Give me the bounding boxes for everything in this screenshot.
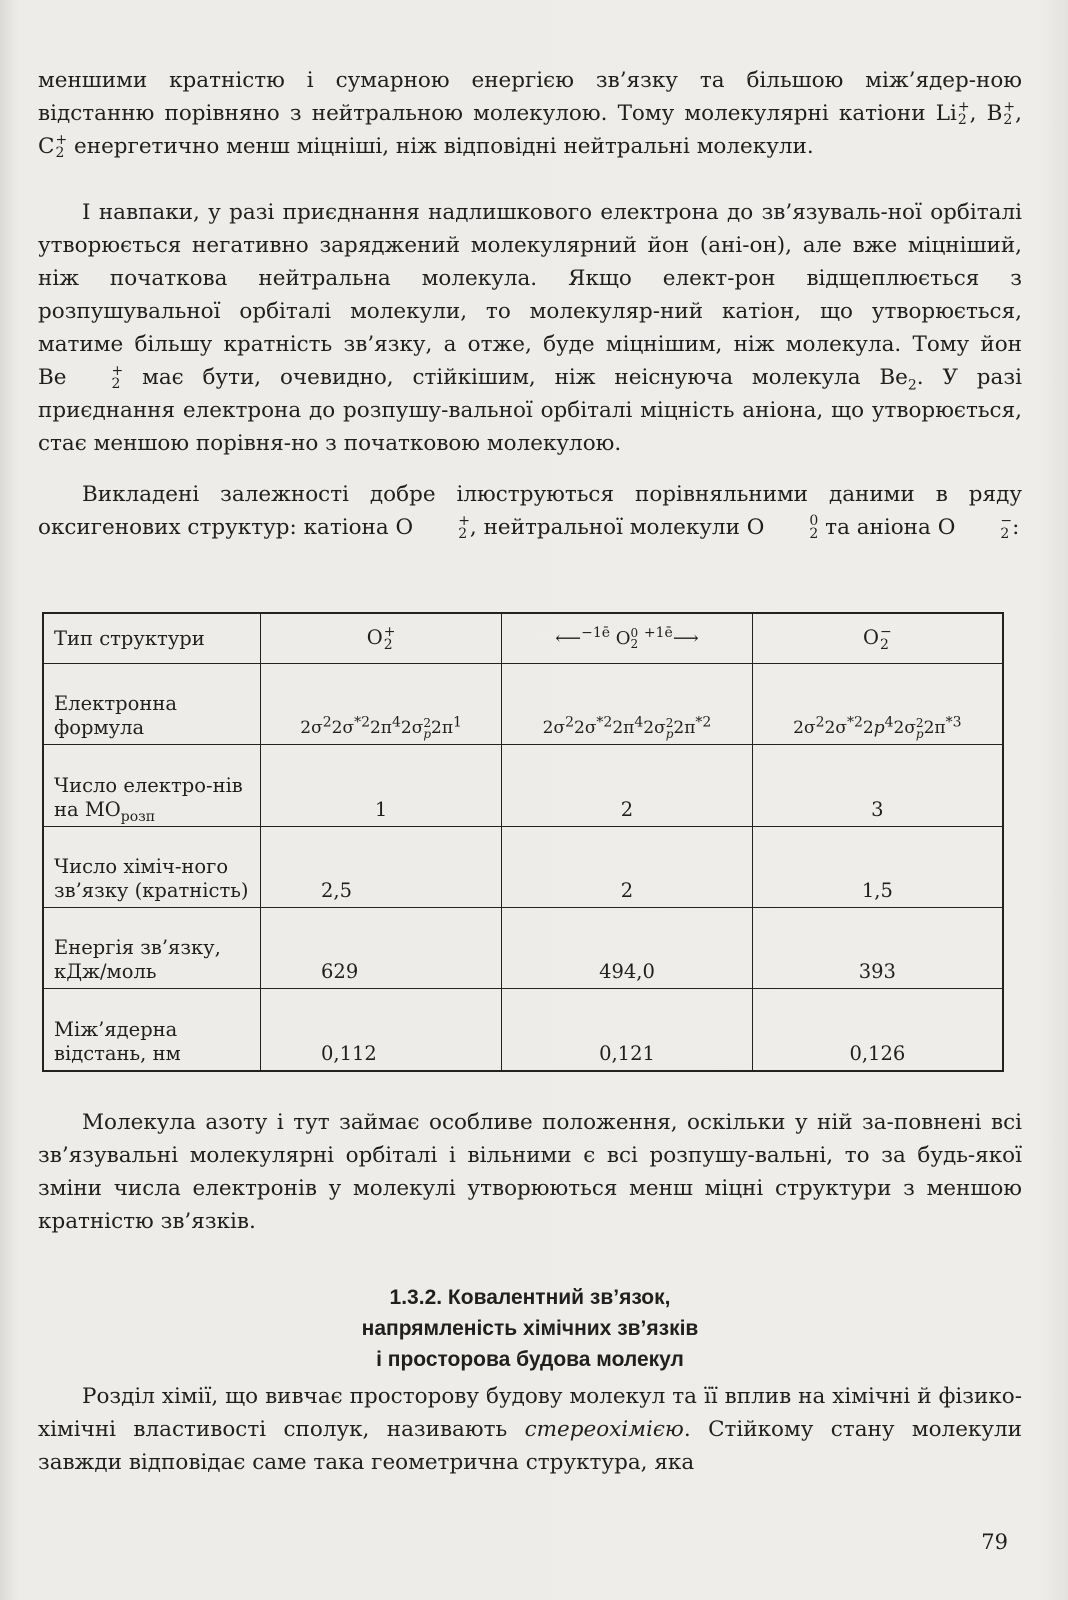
paragraph-2-text-a: І навпаки, у разі приєднання надлишкового електрона до зв’язуваль-ної орбіталі утворюється негативно заряджений молекулярний йон (ані-он), але вже міцніший, ніж початкова нейтральна молекула. Якщо елект-рон відщеплюється з розпушувальної орбіталі молекули, то молекуляр-ний катіон, що утворюється, матиме більшу кратність зв’язку, а отже, буде міцнішим, ніж молекула. Тому йон [38, 200, 1022, 357]
term-stereochemistry: стереохімією [524, 1417, 684, 1442]
header-energy: Енергія зв’язку, кДж/моль [43, 908, 261, 989]
cell-energy-neutral: 494,0 [502, 908, 752, 989]
cell-energy-cation: 629 [261, 908, 502, 989]
molecule-be2: $Be_2$ [879, 365, 917, 394]
paragraph-3-text-d: : [1012, 515, 1020, 540]
ion-b2-plus: B + 2 [986, 99, 1016, 128]
cell-formula-anion: $2\sigma^22\sigma^{*2}2p^42\sigma$ 2 p $2\pi^{*3}$ [752, 664, 1003, 745]
col-neutral-header: ⟵$^{-1ē}$ O 0 2 $^{+1ē}$⟶ [502, 613, 752, 664]
cell-formula-cation: $2\sigma^22\sigma^{*2}2\pi^42\sigma$ 2 p $2\pi^1$ [261, 664, 502, 745]
table-row [43, 826, 1003, 907]
ion-be2-plus: Be + 2 [38, 363, 124, 392]
cell-distance-anion: 0,126 [752, 989, 1003, 1071]
paragraph-2-text-b: має бути, очевидно, стійкішим, ніж неіснуюча молекула [142, 365, 861, 390]
table-row [43, 664, 1003, 745]
page-number: 79 [981, 1530, 1008, 1554]
paragraph-3-text-a: Викладені залежності добре ілюструються порівняльними даними в ряду оксигенових структур: катіона [38, 482, 1022, 540]
paragraph-1: меншими кратністю і сумарною енергією зв’язку та більшою між’ядер-ною відстанню порівняно з нейтральною молекулою. Тому молекулярні катіони Li + 2 , B + 2 , C + 2 енергетично менш міцніші, ніж відповідні нейтральні молекули. [38, 68, 1022, 161]
table-row [43, 613, 1003, 664]
header-electrons: Число електро-нів на $МО_{розп}$ [43, 745, 261, 826]
table-row [43, 745, 1003, 826]
cell-energy-anion: 393 [752, 908, 1003, 989]
ion-li2-plus: Li + 2 [935, 99, 970, 128]
table-row [43, 908, 1003, 989]
heading-line-1: 1.3.2. Ковалентний зв’язок, [389, 1286, 671, 1309]
section-heading [38, 1282, 1022, 1375]
col-cation-header: O + 2 [261, 613, 502, 664]
oxygen-comparison-table [42, 612, 1004, 1072]
cell-bond-order-anion: 1,5 [752, 826, 1003, 907]
paragraph-2 [38, 196, 1022, 460]
col-anion-header: O − 2 [752, 613, 1003, 664]
cell-distance-neutral: 0,121 [502, 989, 752, 1071]
paragraph-5-text-b: . Стійкому стану молекули завжди відповідає саме така геометрична структура, яка [38, 1417, 1022, 1475]
cell-electrons-neutral: 2 [502, 745, 752, 826]
cell-bond-order-neutral: 2 [502, 826, 752, 907]
ion-c2-plus: C + 2 [38, 132, 68, 161]
header-distance: Між’ядерна відстань, нм [43, 989, 261, 1071]
paragraph-4: Молекула азоту і тут займає особливе положення, оскільки у ній за-повнені всі зв’язувальні молекулярні орбіталі і вільними є всі розпушу-вальні, то за будь-якої зміни числа електронів у молекулі утворюються менш міцні структури з меншою кратністю зв’язків. [38, 1110, 1022, 1234]
ion-o2-minus: O − 2 [937, 513, 1013, 542]
table-row [43, 989, 1003, 1071]
cell-bond-order-cation: 2,5 [261, 826, 502, 907]
heading-line-2: напрямленість хімічних зв’язків [361, 1317, 699, 1340]
paragraph-3-text-c: та аніона [825, 515, 931, 540]
cell-distance-cation: 0,112 [261, 989, 502, 1071]
paragraph-5-text-a: Розділ хімії, що вивчає просторову будову молекул та її вплив на хімічні й фізико-хімічні властивості сполук, називають [38, 1384, 1022, 1442]
cell-electrons-anion: 3 [752, 745, 1003, 826]
cell-electrons-cation: 1 [261, 745, 502, 826]
header-bond-order: Число хіміч-ного зв’язку (кратність) [43, 826, 261, 907]
paragraph-1-text-b: енергетично менш міцніші, ніж відповідні нейтральні молекули. [74, 134, 814, 159]
cell-formula-neutral: $2\sigma^22\sigma^{*2}2\pi^42\sigma$ 2 p $2\pi^{*2}$ [502, 664, 752, 745]
heading-line-3: і просторова будова молекул [376, 1348, 684, 1371]
paragraph-2-text-c: . У разі приєднання електрона до розпушу-вальної орбіталі міцність аніона, що утворюється, стає меншою порівня-но з початковою молекулою. [38, 365, 1022, 456]
molecule-o2-neutral: O 0 2 [746, 513, 819, 542]
paragraph-5 [38, 1380, 1022, 1479]
paragraph-1-text-a: меншими кратністю і сумарною енергією зв’язку та більшою між’ядер-ною відстанню порівняно з нейтральною молекулою. Тому молекулярні катіони [38, 68, 1022, 126]
ion-o2-plus: O + 2 [395, 513, 470, 542]
header-formula: Електронна формула [43, 664, 261, 745]
header-type: Тип структури [43, 613, 261, 664]
paragraph-3 [38, 478, 1022, 544]
paragraph-3-text-b: , нейтральної молекули [469, 515, 740, 540]
